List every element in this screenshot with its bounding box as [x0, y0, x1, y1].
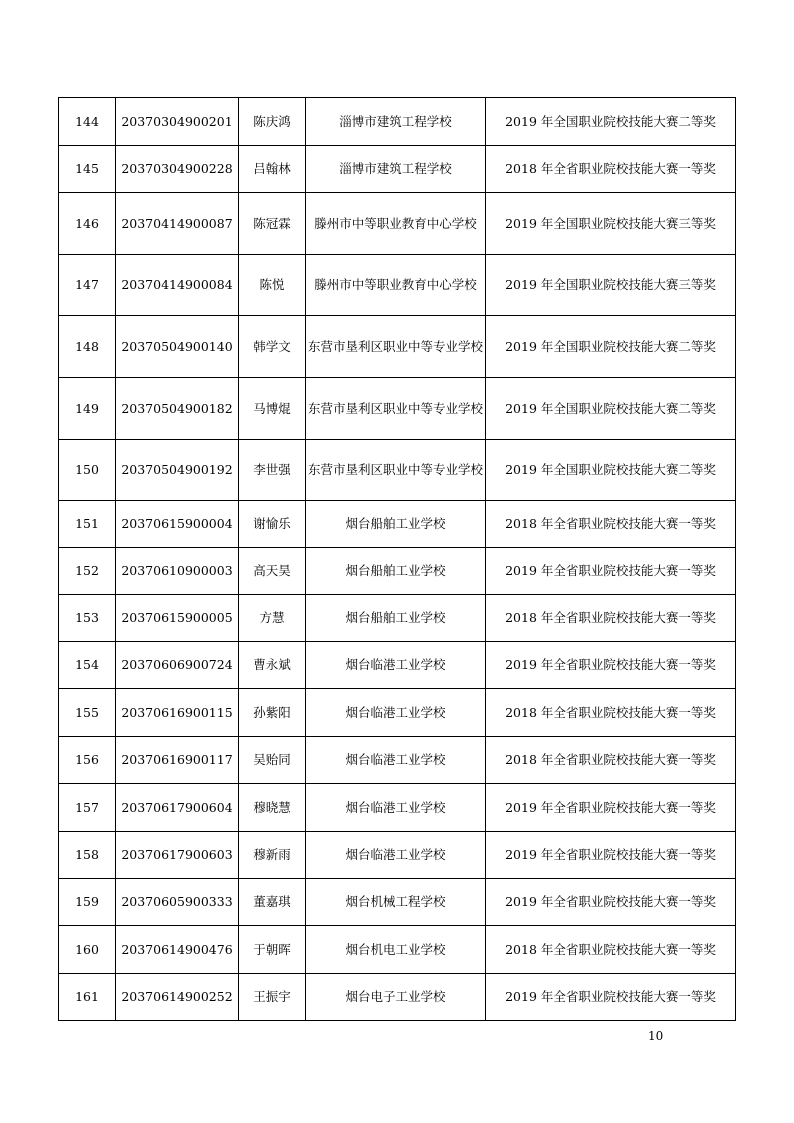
table-row [59, 316, 736, 378]
student-id: 20370617900603 [116, 832, 239, 879]
school-name: 滕州市中等职业教育中心学校 [306, 255, 486, 316]
row-number: 152 [59, 548, 116, 595]
award-name: 2019 年全省职业院校技能大赛一等奖 [486, 974, 736, 1021]
table-row [59, 784, 736, 832]
award-name: 2019 年全省职业院校技能大赛一等奖 [486, 879, 736, 926]
student-name: 孙紫阳 [239, 689, 306, 737]
school-name: 东营市垦利区职业中等专业学校 [306, 440, 486, 501]
school-name: 烟台临港工业学校 [306, 689, 486, 737]
row-number: 145 [59, 146, 116, 193]
row-number: 149 [59, 378, 116, 440]
school-name: 烟台临港工业学校 [306, 642, 486, 689]
row-number: 158 [59, 832, 116, 879]
student-id: 20370616900115 [116, 689, 239, 737]
award-name: 2019 年全省职业院校技能大赛一等奖 [486, 784, 736, 832]
table-row [59, 974, 736, 1021]
award-name: 2019 年全国职业院校技能大赛二等奖 [486, 378, 736, 440]
table-row [59, 642, 736, 689]
student-id: 20370304900228 [116, 146, 239, 193]
row-number: 150 [59, 440, 116, 501]
student-name: 吴贻同 [239, 737, 306, 784]
table-row [59, 193, 736, 255]
school-name: 滕州市中等职业教育中心学校 [306, 193, 486, 255]
award-name: 2018 年全省职业院校技能大赛一等奖 [486, 146, 736, 193]
student-id: 20370615900005 [116, 595, 239, 642]
student-name: 谢愉乐 [239, 501, 306, 548]
student-id: 20370414900084 [116, 255, 239, 316]
school-name: 烟台临港工业学校 [306, 737, 486, 784]
student-id: 20370614900476 [116, 926, 239, 974]
row-number: 159 [59, 879, 116, 926]
school-name: 烟台机械工程学校 [306, 879, 486, 926]
table-row [59, 879, 736, 926]
row-number: 144 [59, 98, 116, 146]
table-row [59, 548, 736, 595]
school-name: 淄博市建筑工程学校 [306, 146, 486, 193]
award-name: 2019 年全国职业院校技能大赛二等奖 [486, 316, 736, 378]
table-row [59, 832, 736, 879]
student-id: 20370414900087 [116, 193, 239, 255]
school-name: 东营市垦利区职业中等专业学校 [306, 316, 486, 378]
student-id: 20370504900182 [116, 378, 239, 440]
award-name: 2018 年全省职业院校技能大赛一等奖 [486, 737, 736, 784]
row-number: 153 [59, 595, 116, 642]
student-name: 陈冠霖 [239, 193, 306, 255]
table-row [59, 689, 736, 737]
award-name: 2019 年全国职业院校技能大赛三等奖 [486, 255, 736, 316]
row-number: 155 [59, 689, 116, 737]
table-row [59, 378, 736, 440]
award-name: 2019 年全国职业院校技能大赛二等奖 [486, 98, 736, 146]
student-id: 20370616900117 [116, 737, 239, 784]
award-name: 2018 年全省职业院校技能大赛一等奖 [486, 926, 736, 974]
student-name: 韩学文 [239, 316, 306, 378]
student-name: 陈庆鸿 [239, 98, 306, 146]
row-number: 146 [59, 193, 116, 255]
school-name: 烟台船舶工业学校 [306, 501, 486, 548]
student-name: 穆晓慧 [239, 784, 306, 832]
school-name: 烟台船舶工业学校 [306, 595, 486, 642]
student-name: 王振宇 [239, 974, 306, 1021]
school-name: 烟台电子工业学校 [306, 974, 486, 1021]
student-id: 20370504900192 [116, 440, 239, 501]
school-name: 东营市垦利区职业中等专业学校 [306, 378, 486, 440]
row-number: 157 [59, 784, 116, 832]
student-name: 高天昊 [239, 548, 306, 595]
table-row [59, 737, 736, 784]
student-name: 李世强 [239, 440, 306, 501]
table-row [59, 501, 736, 548]
student-name: 方慧 [239, 595, 306, 642]
row-number: 148 [59, 316, 116, 378]
student-name: 吕翰林 [239, 146, 306, 193]
award-name: 2018 年全省职业院校技能大赛一等奖 [486, 501, 736, 548]
row-number: 161 [59, 974, 116, 1021]
school-name: 烟台机电工业学校 [306, 926, 486, 974]
page-number: 10 [648, 1029, 664, 1043]
student-name: 陈悦 [239, 255, 306, 316]
table-row [59, 146, 736, 193]
award-name: 2019 年全国职业院校技能大赛二等奖 [486, 440, 736, 501]
table-row [59, 440, 736, 501]
award-name: 2018 年全省职业院校技能大赛一等奖 [486, 689, 736, 737]
student-name: 穆新雨 [239, 832, 306, 879]
table-row [59, 98, 736, 146]
award-name: 2019 年全省职业院校技能大赛一等奖 [486, 832, 736, 879]
student-id: 20370617900604 [116, 784, 239, 832]
student-id: 20370504900140 [116, 316, 239, 378]
school-name: 淄博市建筑工程学校 [306, 98, 486, 146]
student-id: 20370615900004 [116, 501, 239, 548]
table-row [59, 595, 736, 642]
school-name: 烟台船舶工业学校 [306, 548, 486, 595]
table-row [59, 255, 736, 316]
student-id: 20370606900724 [116, 642, 239, 689]
student-name: 于朝晖 [239, 926, 306, 974]
row-number: 156 [59, 737, 116, 784]
award-name: 2018 年全省职业院校技能大赛一等奖 [486, 595, 736, 642]
row-number: 151 [59, 501, 116, 548]
student-name: 曹永斌 [239, 642, 306, 689]
student-id: 20370610900003 [116, 548, 239, 595]
row-number: 160 [59, 926, 116, 974]
student-id: 20370614900252 [116, 974, 239, 1021]
school-name: 烟台临港工业学校 [306, 784, 486, 832]
row-number: 154 [59, 642, 116, 689]
row-number: 147 [59, 255, 116, 316]
table-row [59, 926, 736, 974]
student-name: 董嘉琪 [239, 879, 306, 926]
award-table [58, 97, 736, 1021]
school-name: 烟台临港工业学校 [306, 832, 486, 879]
student-id: 20370605900333 [116, 879, 239, 926]
award-name: 2019 年全国职业院校技能大赛三等奖 [486, 193, 736, 255]
award-name: 2019 年全省职业院校技能大赛一等奖 [486, 642, 736, 689]
student-name: 马博焜 [239, 378, 306, 440]
student-id: 20370304900201 [116, 98, 239, 146]
award-name: 2019 年全省职业院校技能大赛一等奖 [486, 548, 736, 595]
